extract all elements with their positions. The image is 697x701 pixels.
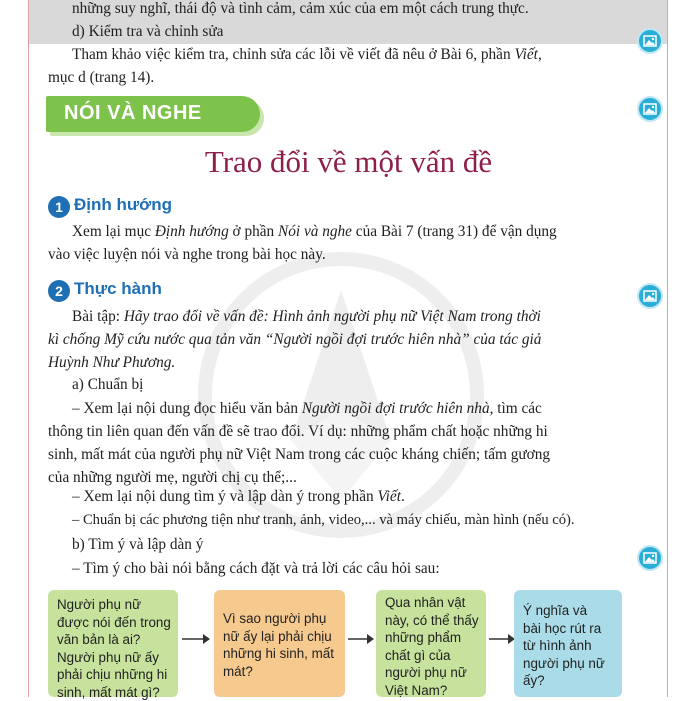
paragraph-orientation: Xem lại mục Định hướng ở phần Nói và nghe của Bài 7 (trang 31) để vận dụng vào việc luyện nói và nghe trong bài học này. [48, 223, 557, 263]
section-banner [46, 96, 260, 132]
paragraph-d: Tham khảo việc kiểm tra, chỉnh sửa các lỗi về viết đã nêu ở Bài 6, phần Viết, mục d (trang 14). [48, 46, 542, 86]
bullet-prepare-media: – Chuẩn bị các phương tiện như tranh, ảnh, video,... và máy chiếu, màn hình (nếu có). [72, 512, 575, 528]
right-arrow-icon [347, 632, 375, 646]
question-box-1: Người phụ nữ được nói đến trong văn bản là ai? Người phụ nữ ấy phải chịu những hi sinh, mất mát gì? [48, 590, 178, 697]
subsection-d-heading: d) Kiểm tra và chỉnh sửa [72, 23, 224, 40]
bullet-review-writing: – Xem lại nội dung tìm ý và lập dàn ý trong phần Viết. [72, 488, 405, 505]
image-icon [643, 34, 657, 48]
image-gallery-icon[interactable] [637, 96, 663, 122]
image-gallery-icon[interactable] [637, 28, 663, 54]
bullet-find-ideas: – Tìm ý cho bài nói bằng cách đặt và trả lời các câu hỏi sau: [72, 560, 440, 577]
image-gallery-icon[interactable] [637, 283, 663, 309]
question-box-2: Vì sao người phụ nữ ấy lại phải chịu những hi sinh, mất mát? [214, 590, 345, 697]
question-box-3: Qua nhân vật này, có thể thấy những phẩm chất gì của người phụ nữ Việt Nam? [376, 590, 486, 697]
image-icon [643, 289, 657, 303]
bullet-prepare-reading: – Xem lại nội dung đọc hiểu văn bản Người ngồi đợi trước hiên nhà, tìm các thông tin liên quan đến vấn đề sẽ trao đổi. Ví dụ: những phẩm chất hoặc những hi sinh, mất mát của người phụ nữ Việt Nam trong các cuộc kháng chiến; tấm gương của những người mẹ, người chị cụ thể;... [48, 400, 551, 486]
step-b-heading: b) Tìm ý và lập dàn ý [72, 536, 204, 553]
section-number-badge: 2 [48, 280, 70, 302]
image-icon [643, 102, 657, 116]
image-icon [643, 551, 657, 565]
right-arrow-icon [181, 632, 211, 646]
exercise-paragraph: Bài tập: Hãy trao đổi về vấn đề: Hình ảnh người phụ nữ Việt Nam trong thời kì chống Mỹ cứu nước qua tản văn “Người ngồi đợi trước hiên nhà” của tác giả Huỳnh Như Phương. [48, 308, 542, 371]
question-box-4: Ý nghĩa và bài học rút ra từ hình ảnh người phụ nữ ấy? [514, 590, 622, 697]
page-title: Trao đổi về một vấn đề [204, 144, 493, 179]
section-heading: Thực hành [74, 279, 162, 298]
step-a-heading: a) Chuẩn bị [72, 376, 144, 393]
section-label: NÓI VÀ NGHE [64, 102, 202, 124]
top-cut-line: những suy nghĩ, thái độ và tình cảm, cảm xúc của em một cách trung thực. [72, 0, 529, 17]
section-heading: Định hướng [74, 195, 173, 214]
section-number-badge: 1 [48, 196, 70, 218]
image-gallery-icon[interactable] [637, 545, 663, 571]
right-arrow-icon [488, 632, 516, 646]
